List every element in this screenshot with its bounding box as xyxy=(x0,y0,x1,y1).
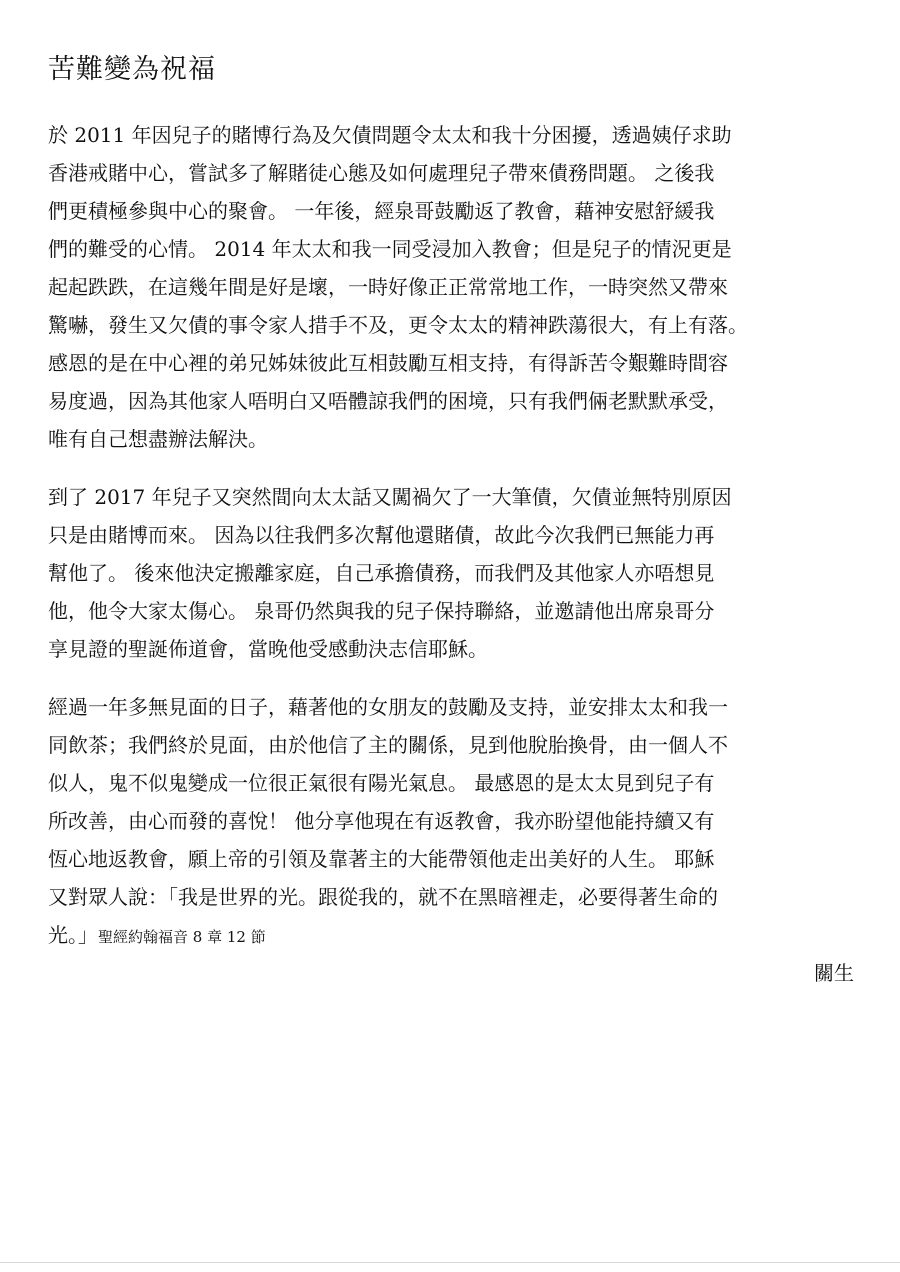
paragraph-line: 們的難受的心情。 2014 年太太和我一同受浸加入教會；但是兒子的情況更是 xyxy=(48,237,732,261)
paragraph-line: 享見證的聖誕佈道會，當晚他受感動決志信耶穌。 xyxy=(48,637,488,661)
paragraph-line: 所改善，由心而發的喜悅！ 他分享他現在有返教會，我亦盼望他能持續又有 xyxy=(48,809,715,833)
paragraph-line: 只是由賭博而來。 因為以往我們多次幫他還賭債，故此今次我們已無能力再 xyxy=(48,523,715,547)
paragraph-line: 他，他令大家太傷心。 泉哥仍然與我的兒子保持聯絡，並邀請他出席泉哥分 xyxy=(48,599,715,623)
paragraph-line: 香港戒賭中心，嘗試多了解賭徒心態及如何處理兒子帶來債務問題。 之後我 xyxy=(48,161,715,185)
paragraph-line: 於 2011 年因兒子的賭博行為及欠債問題令太太和我十分困擾，透過姨仔求助 xyxy=(48,123,732,147)
paragraph-line: 同飲茶；我們終於見面，由於他信了主的關係，見到他脫胎換骨，由一個人不 xyxy=(48,733,728,757)
paragraph-line: 幫他了。 後來他決定搬離家庭，自己承擔債務，而我們及其他家人亦唔想見 xyxy=(48,561,715,585)
paragraph-last-line xyxy=(48,922,856,950)
quote-end: 光。」 xyxy=(48,923,98,947)
paragraph-line: 經過一年多無見面的日子，藉著他的女朋友的鼓勵及支持，並安排太太和我一 xyxy=(48,695,728,719)
paragraph-line: 似人，鬼不似鬼變成一位很正氣很有陽光氣息。 最感恩的是太太見到兒子有 xyxy=(48,771,715,795)
signature: 關生 xyxy=(814,961,854,985)
scan-edge-divider xyxy=(0,1262,900,1263)
paragraph-line: 到了 2017 年兒子又突然間向太太話又闖禍欠了一大筆債，欠債並無特別原因 xyxy=(48,485,732,509)
paragraph-line: 恆心地返教會，願上帝的引領及靠著主的大能帶領他走出美好的人生。 耶穌 xyxy=(48,847,715,871)
paragraph-line: 起起跌跌，在這幾年間是好是壞，一時好像正正常常地工作，一時突然又帶來 xyxy=(48,275,728,299)
paragraph-line: 們更積極參與中心的聚會。 一年後，經泉哥鼓勵返了教會，藉神安慰舒緩我 xyxy=(48,199,715,223)
page-title: 苦難變為祝福 xyxy=(48,54,216,85)
paragraph-line: 又對眾人說：「我是世界的光。跟從我的，就不在黑暗裡走，必要得著生命的 xyxy=(48,885,718,909)
paragraph-line: 感恩的是在中心裡的弟兄姊妹彼此互相鼓勵互相支持，有得訴苦令艱難時間容 xyxy=(48,351,728,375)
bible-citation: 聖經約翰福音 8 章 12 節 xyxy=(98,928,266,946)
paragraph-line: 驚嚇，發生又欠債的事令家人措手不及，更令太太的精神跌蕩很大，有上有落。 xyxy=(48,313,748,337)
paragraph-line: 易度過，因為其他家人唔明白又唔體諒我們的困境，只有我們倆老默默承受， xyxy=(48,389,728,413)
paragraph-line: 唯有自己想盡辦法解決。 xyxy=(48,427,268,451)
